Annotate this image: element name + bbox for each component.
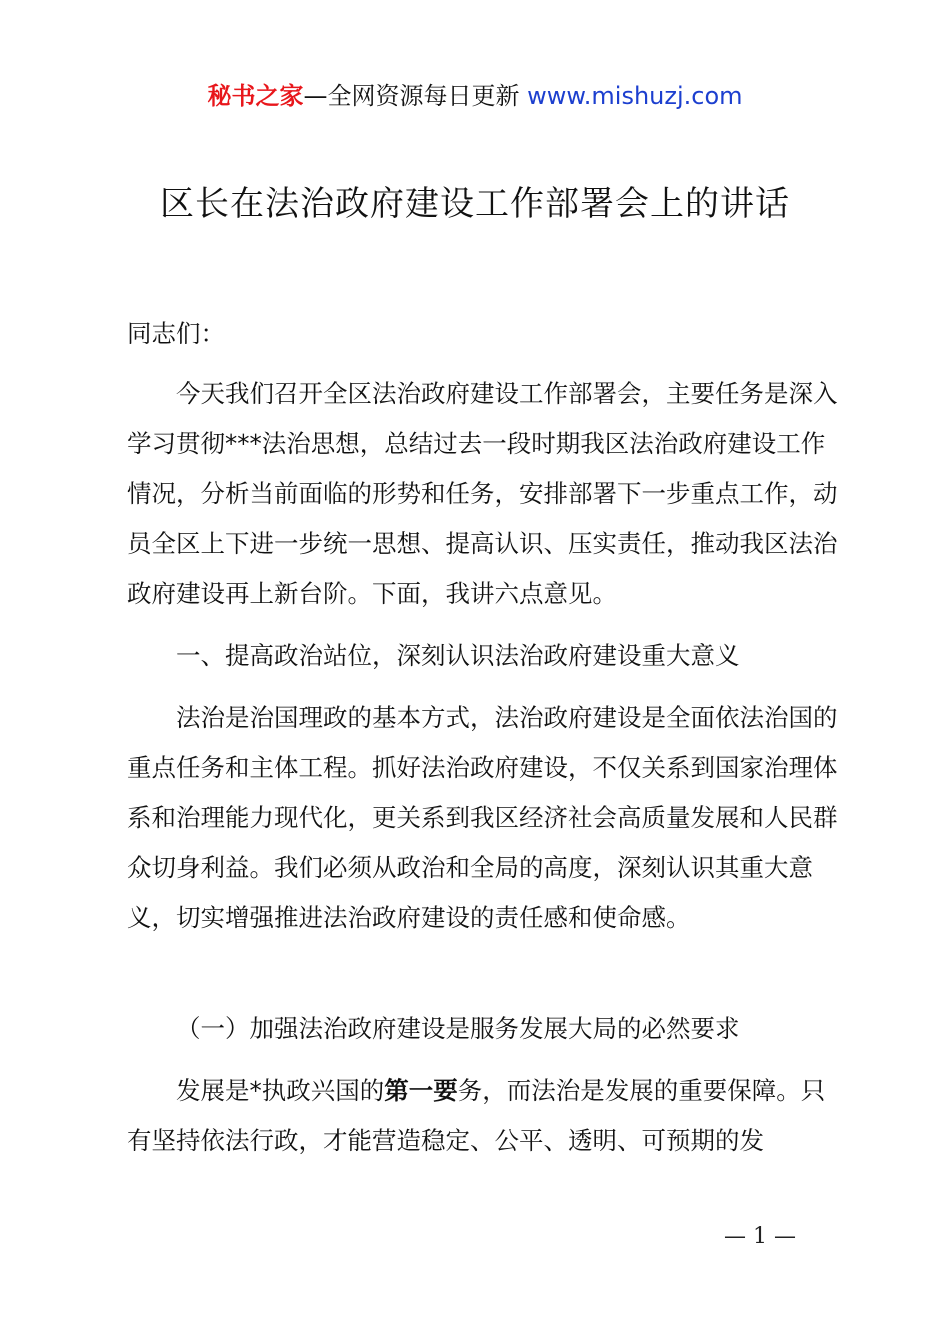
- heading-text: （一）加强法治政府建设是服务发展大局的必然要求: [176, 1014, 740, 1043]
- bold-text-run: 第一要: [384, 1076, 458, 1105]
- page-number: — 1 —: [724, 1224, 796, 1249]
- heading-text: 一、提高政治站位，深刻认识法治政府建设重大意义: [176, 641, 740, 670]
- site-header: [0, 80, 950, 112]
- section-heading-1: [127, 631, 841, 681]
- text-run: 发展是*执政兴国的: [176, 1076, 385, 1105]
- paragraph-intro: [127, 369, 841, 619]
- subsection-heading-1: [127, 1004, 841, 1054]
- brand-name: 秘书之家: [207, 82, 304, 110]
- text-run: 务，而法治是发展的重要保障。只有坚持依法行政，才能营造稳定、公平、透明、可预期的发: [127, 1076, 826, 1155]
- site-url-link[interactable]: www.mishuzj.com: [527, 82, 743, 110]
- paragraph-text: 法治是治国理政的基本方式，法治政府建设是全面依法治国的重点任务和主体工程。抓好法治政府建设，不仅关系到国家治理体系和治理能力现代化，更关系到我区经济社会高质量发展和人民群众切身利益。我们必须从政治和全局的高度，深刻认识其重大意义，切实增强推进法治政府建设的责任感和使命感。: [127, 703, 838, 932]
- paragraph-text: [127, 1066, 841, 1166]
- document-title: 区长在法治政府建设工作部署会上的讲话: [160, 184, 790, 224]
- salutation: 同志们：: [127, 319, 225, 348]
- header-tagline: —全网资源每日更新: [303, 82, 528, 110]
- paragraph-development: [127, 1066, 841, 1166]
- paragraph-significance: [127, 693, 841, 943]
- paragraph-text: 今天我们召开全区法治政府建设工作部署会，主要任务是深入学习贯彻***法治思想，总结过去一段时期我区法治政府建设工作情况，分析当前面临的形势和任务，安排部署下一步重点工作，动员全区上下进一步统一思想、提高认识、压实责任，推动我区法治政府建设再上新台阶。下面，我讲六点意见。: [127, 379, 838, 608]
